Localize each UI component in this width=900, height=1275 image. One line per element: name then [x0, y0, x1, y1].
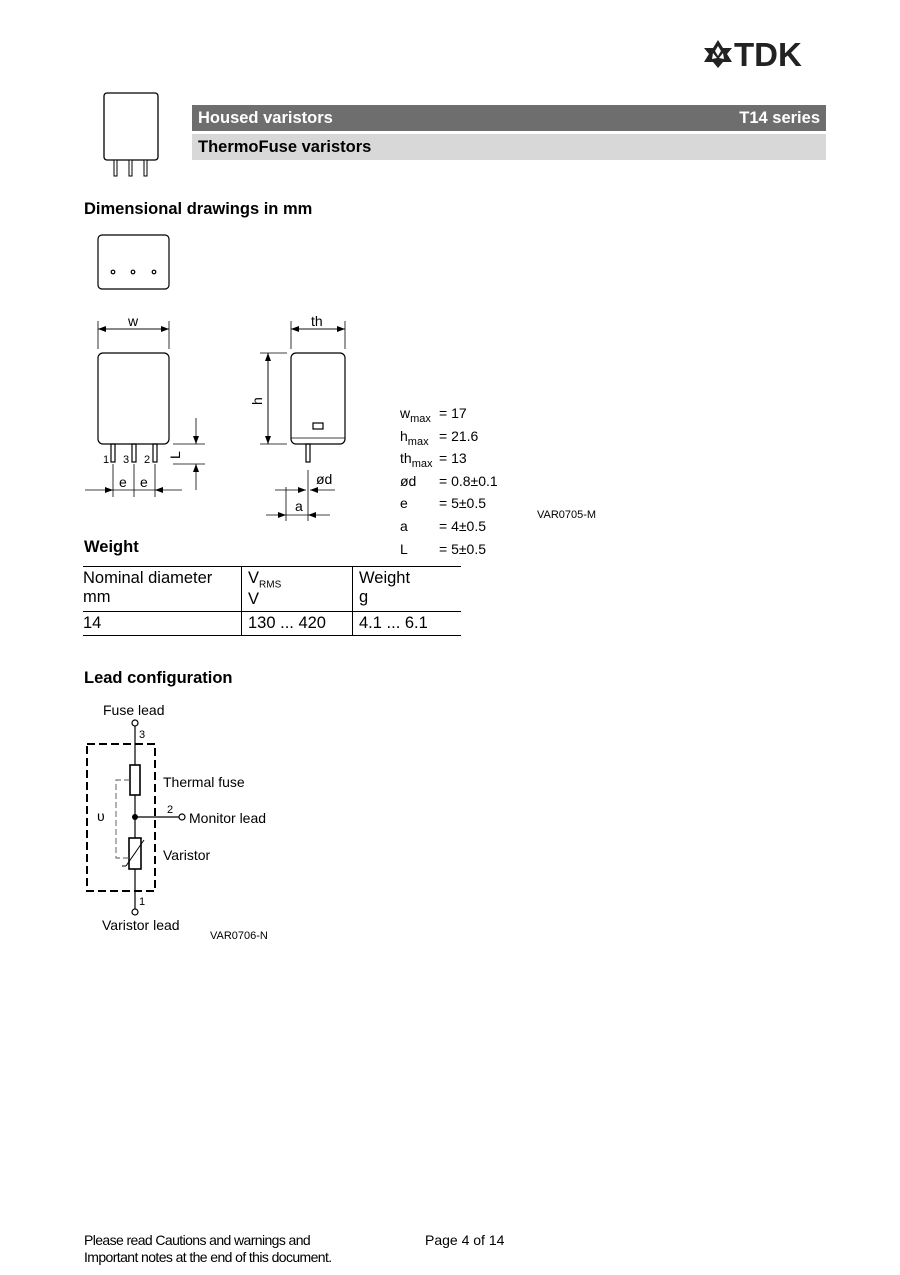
varistor-label: Varistor: [163, 847, 211, 863]
weight-heading: Weight: [84, 538, 139, 556]
header-cell: Weight g: [353, 567, 462, 612]
spec-value: = 5±0.5: [439, 495, 486, 512]
spec-symbol: th: [400, 450, 412, 467]
spec-row: $h_{max}$ = 21.6: [400, 428, 498, 451]
dim-label-th: th: [311, 313, 323, 329]
dim-label-h: h: [249, 397, 265, 405]
lead-config-heading: Lead configuration: [84, 669, 233, 687]
dimension-spec-list: [400, 405, 498, 563]
spec-symbol: L: [400, 540, 408, 557]
dim-label-od: ød: [316, 471, 333, 487]
pin-3-label: 3: [123, 454, 130, 466]
spec-value: = 5±0.5: [439, 540, 486, 557]
dim-label-a: a: [295, 498, 303, 514]
spec-row: $th_{max}$ = 13: [400, 450, 498, 473]
component-thumbnail: [100, 90, 164, 180]
drawing-code-2: VAR0706-N: [210, 930, 268, 942]
thermal-fuse-label: Thermal fuse: [163, 774, 245, 790]
header-cell: $V_{RMS}$ V: [242, 567, 353, 612]
table-cell: 14: [83, 612, 242, 636]
table-row: [83, 612, 461, 636]
header-title: Housed varistors: [198, 109, 333, 127]
spec-symbol: ød: [400, 472, 417, 489]
spec-row: [400, 518, 498, 541]
spec-value: = 17: [439, 405, 467, 421]
theta-symbol: υ: [97, 808, 105, 824]
dim-label-L: L: [167, 451, 183, 459]
spec-symbol: w: [400, 405, 411, 421]
spec-value: = 21.6: [439, 427, 479, 444]
pin-2-label: 2: [167, 804, 174, 816]
header-series: T14 series: [739, 109, 820, 127]
spec-value: = 4±0.5: [439, 517, 486, 534]
dim-label-e1: e: [119, 474, 127, 490]
lead-configuration-diagram: [80, 698, 340, 946]
header-subtitle: ThermoFuse varistors: [198, 138, 372, 156]
spec-symbol: e: [400, 495, 408, 512]
drawing-code-1: VAR0705-M: [537, 509, 597, 521]
pin-1-label: 1: [139, 896, 146, 908]
weight-table: [83, 566, 461, 636]
table-cell: 130 ... 420: [242, 612, 353, 636]
subheader-bar: [192, 134, 826, 160]
table-header-row: [83, 567, 461, 612]
spec-symbol: a: [400, 517, 408, 534]
tdk-logo: [704, 38, 828, 68]
header-bar: [192, 105, 826, 131]
fuse-lead-label: Fuse lead: [103, 702, 165, 718]
spec-value: = 0.8±0.1: [439, 472, 498, 489]
header-cell: Nominal diameter mm: [83, 567, 242, 612]
brand-name: TDK: [734, 38, 802, 68]
dimensional-drawing: [80, 225, 620, 525]
pin-3-label: 3: [139, 729, 146, 741]
table-cell: 4.1 ... 6.1: [353, 612, 462, 636]
varistor-lead-label: Varistor lead: [102, 917, 180, 933]
spec-row: [400, 473, 498, 496]
monitor-lead-label: Monitor lead: [189, 810, 267, 826]
dimensional-heading: Dimensional drawings in mm: [84, 200, 313, 218]
footer-note: Please read Cautions and warnings and Important notes at the end of this document.: [84, 1232, 332, 1265]
pin-2-label: 2: [144, 454, 151, 466]
dim-label-w: w: [128, 313, 139, 329]
spec-row: $w_{max}$ = 17: [400, 405, 498, 428]
page-number: Page 4 of 14: [425, 1232, 505, 1248]
dim-label-e2: e: [140, 474, 148, 490]
pin-1-label: 1: [103, 454, 110, 466]
tdk-symbol-icon: [704, 40, 732, 68]
spec-row: [400, 495, 498, 518]
spec-value: = 13: [439, 450, 467, 467]
spec-row: [400, 541, 498, 564]
spec-symbol: h: [400, 427, 408, 444]
